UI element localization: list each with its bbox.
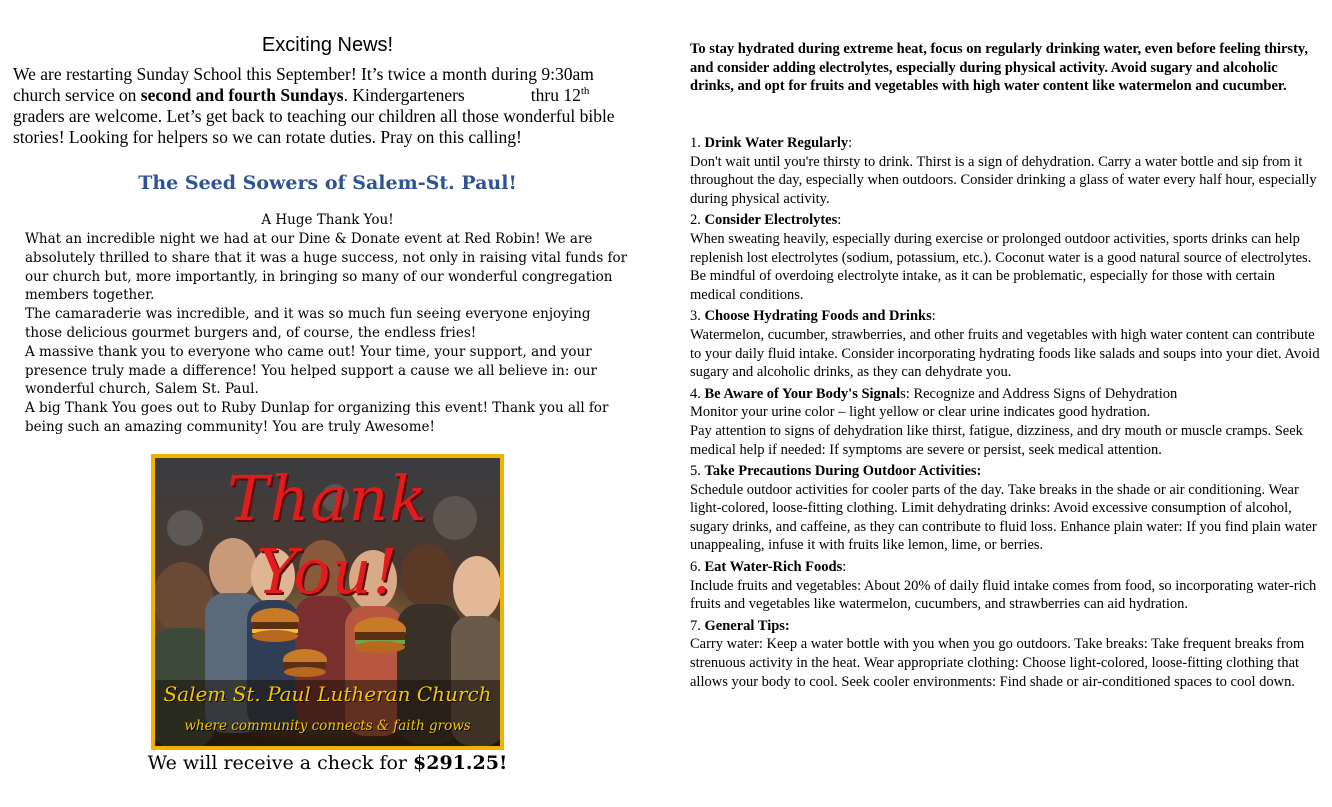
- thanks-body: [25, 230, 630, 437]
- check-prefix: We will receive a check for: [147, 752, 414, 774]
- tip-number: 1.: [690, 135, 705, 151]
- tip-title: Eat Water-Rich Foods: [704, 559, 843, 576]
- thanks-heading: A Huge Thank You!: [261, 212, 394, 228]
- tip-item: [690, 462, 1322, 555]
- thanks-paragraph: A massive thank you to everyone who came out! Your time, your support, and your presence truly made a difference! You helped support a cause we all believe in: our wonderful church, Salem St. Paul.: [25, 343, 597, 398]
- news-bold-days: second and fourth Sundays: [140, 85, 344, 105]
- seed-sowers-title: The Seed Sowers of Salem-St. Paul!: [138, 172, 517, 194]
- news-heading: Exciting News!: [261, 34, 394, 56]
- tip-title-suffix: :: [837, 212, 842, 229]
- tip-title: Drink Water Regularly: [704, 135, 849, 151]
- tip-item: [690, 211, 1322, 304]
- news-text-2: . Kindergarteners: [343, 85, 465, 105]
- tip-item: [690, 134, 1322, 208]
- poster-tagline: where community connects & faith grows: [184, 718, 471, 734]
- burger-icon: [354, 617, 406, 653]
- hydration-tips: [690, 134, 1322, 694]
- tip-item: [690, 385, 1322, 459]
- news-text-3: thru 12: [530, 85, 581, 105]
- tip-number: 5.: [690, 463, 705, 480]
- news-body: [13, 64, 638, 148]
- tip-number: 4.: [690, 385, 705, 402]
- tip-item: [690, 307, 1322, 381]
- tip-title-suffix: :: [848, 135, 853, 151]
- tip-number: 6.: [690, 559, 705, 576]
- news-text-1: We are restarting Sunday School this September! It’s twice a month during 9:30am church service on: [13, 64, 594, 105]
- tip-text: Monitor your urine color – light yellow or clear urine indicates good hydration.: [690, 404, 1151, 421]
- thanks-paragraph: What an incredible night we had at our Dine & Donate event at Red Robin! We are absolutely thrilled to share that it was a huge success, not only in raising vital funds for our church but, more importantly, in bringing so many of our wonderful congregation members together.: [25, 231, 628, 304]
- tip-text: Include fruits and vegetables: About 20% of daily fluid intake comes from food, so incorporating water-rich fruits and vegetables like watermelon, cucumbers, and strawberries can aid hydration.: [690, 577, 1317, 613]
- tip-text: Carry water: Keep a water bottle with you when you go outdoors. Take breaks: Take frequent breaks from strenuous activity in the heat. Wear appropriate clothing: Choose light-colored, loose-fitting clothing that allows your body to cool. Seek cooler environments: Find shade or air-conditioned spaces to cool down.: [690, 636, 1305, 690]
- tip-text: Pay attention to signs of dehydration like thirst, fatigue, dizziness, and dry mouth or muscle cramps. Seek medical help if needed: If symptoms are severe or persist, seek medical attention.: [690, 422, 1303, 458]
- tip-title: Take Precautions During Outdoor Activities:: [704, 463, 982, 480]
- poster-church-name: Salem St. Paul Lutheran Church: [163, 682, 492, 706]
- tip-title-suffix: s: Recognize and Address Signs of Dehydration: [900, 385, 1178, 402]
- news-sup: th: [580, 85, 590, 98]
- tip-text: Don't wait until you're thirsty to drink. Thirst is a sign of dehydration. Carry a water bottle and sip from it throughout the day, especially when outdoors. Consider drinking a glass of water every half hour, especially during physical activity.: [690, 153, 1317, 207]
- hydration-intro: To stay hydrated during extreme heat, focus on regularly drinking water, even before feeling thirsty, and consider adding electrolytes, especially during physical activity. Avoid sugary and alcoholic drinks, and opt for fruits and vegetables with high water content like watermelon and cucumber.: [690, 41, 1308, 95]
- tip-title: Consider Electrolytes: [704, 212, 838, 229]
- tip-text: Schedule outdoor activities for cooler parts of the day. Take breaks in the shade or air conditioning. Wear light-colored, loose-fitting clothing. Limit dehydrating drinks: Avoid excessive consumption of alcohol, sugary drinks, and caffeine, as they can contribute to fluid loss. Enhance plain water: If you find plain water unappealing, infuse it with fruits like lemon, lime, or berries.: [690, 481, 1317, 554]
- tip-number: 3.: [690, 308, 705, 325]
- tip-item: [690, 617, 1322, 691]
- burger-icon: [283, 649, 327, 677]
- tip-text: When sweating heavily, especially during exercise or prolonged outdoor activities, sports drinks can help replenish lost electrolytes (sodium, potassium, etc.). Coconut water is a good natural source of electrolytes. Be mindful of overdoing electrolyte intake, as it can be problematic, especially for those with certain medical conditions.: [690, 230, 1312, 303]
- tip-text: Watermelon, cucumber, strawberries, and other fruits and vegetables with high water content can contribute to your daily fluid intake. Consider incorporating hydrating foods like salads and soups into your diet. Avoid sugary and alcoholic drinks, as they can dehydrate you.: [690, 326, 1320, 381]
- tip-title: General Tips:: [704, 617, 790, 634]
- tip-number: 7.: [690, 617, 705, 634]
- burger-icon: [251, 608, 299, 642]
- check-amount-line: [0, 752, 655, 774]
- poster-title: Thank You!: [227, 462, 428, 608]
- tip-item: [690, 558, 1322, 614]
- tip-number: 2.: [690, 212, 705, 229]
- tip-title-suffix: :: [842, 559, 847, 576]
- thanks-paragraph: A big Thank You goes out to Ruby Dunlap for organizing this event! Thank you all for being such an amazing community! You are truly Awesome!: [25, 400, 609, 435]
- thanks-paragraph: The camaraderie was incredible, and it was so much fun seeing everyone enjoying those delicious gourmet burgers and, of course, the endless fries!: [25, 306, 591, 341]
- tip-title-suffix: :: [931, 308, 936, 325]
- tip-title: Choose Hydrating Foods and Drinks: [704, 308, 932, 325]
- tip-title: Be Aware of Your Body's Signal: [704, 385, 901, 402]
- thank-you-poster: [151, 454, 504, 750]
- news-text-4: graders are welcome. Let’s get back to teaching our children all those wonderful bible stories! Looking for helpers so we can rotate duties. Pray on this calling!: [13, 106, 615, 147]
- check-amount: $291.25!: [413, 752, 508, 774]
